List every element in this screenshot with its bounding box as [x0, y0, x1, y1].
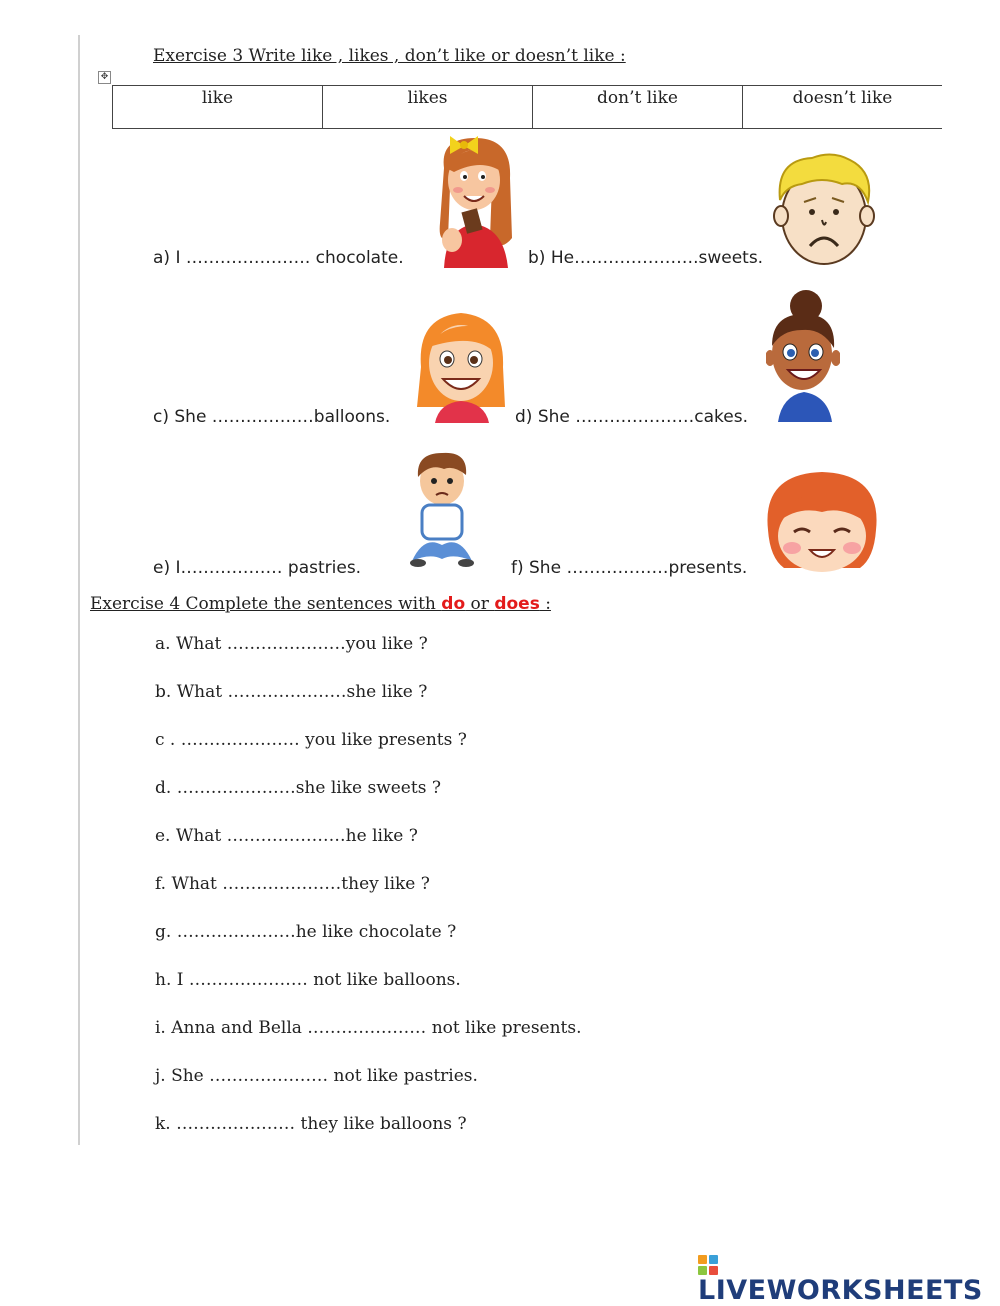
exercise4-title [90, 594, 551, 614]
exercise4-sentence-i: i. Anna and Bella ………………… not like presents. [155, 1018, 582, 1038]
exercise4-sentence-a: a. What …………………you like ? [155, 634, 428, 654]
exercise4-title-prefix: Exercise 4 Complete the sentences with [90, 594, 442, 614]
exercise4-sentence-k: k. ………………… they like balloons ? [155, 1114, 467, 1134]
logo-text: LIVEWORKSHEETS [698, 1274, 983, 1306]
sad-boy-illustration [772, 150, 876, 268]
word-or: or [465, 594, 495, 614]
girl-chocolate-illustration [430, 128, 520, 268]
exercise4-sentence-e: e. What …………………he like ? [155, 826, 418, 846]
exercise4-title-suffix: : [539, 594, 551, 614]
exercise3-sentence-f: f) She ………………presents. [511, 558, 748, 578]
word-bank-table [112, 85, 942, 129]
word-bank-cell: doesn’t like [743, 86, 943, 129]
word-do: do [441, 594, 466, 614]
margin-rule-bottom [78, 583, 80, 1145]
word-bank-cell: don’t like [533, 86, 743, 129]
exercise3-sentence-d: d) She …………………cakes. [515, 407, 748, 427]
smiling-girl-illustration [413, 307, 509, 423]
word-bank-cell: likes [323, 86, 533, 129]
happy-redhead-girl-illustration [762, 468, 882, 572]
table-move-handle-icon[interactable]: ✥ [98, 71, 111, 84]
margin-rule-top [78, 35, 80, 590]
exercise3-sentence-b: b) He………………….sweets. [528, 248, 764, 268]
exercise4-sentence-c: c . ………………… you like presents ? [155, 730, 467, 750]
liveworksheets-logo[interactable] [698, 1254, 1000, 1306]
exercise4-sentence-b: b. What …………………she like ? [155, 682, 428, 702]
exercise3-sentence-c: c) She ………………balloons. [153, 407, 391, 427]
girl-with-bun-illustration [766, 288, 840, 422]
sad-sitting-boy-illustration [404, 449, 480, 571]
word-bank-cell: like [113, 86, 323, 129]
exercise4-sentence-f: f. What …………………they like ? [155, 874, 430, 894]
exercise3-title: Exercise 3 Write like , likes , don’t like or doesn’t like : [153, 46, 626, 66]
exercise4-sentence-h: h. I ………………… not like balloons. [155, 970, 461, 990]
exercise4-sentence-g: g. …………………he like chocolate ? [155, 922, 457, 942]
word-does: does [494, 594, 540, 614]
exercise4-sentence-d: d. …………………she like sweets ? [155, 778, 441, 798]
exercise3-sentence-e: e) I……………… pastries. [153, 558, 362, 578]
exercise3-sentence-a: a) I …………………. chocolate. [153, 248, 404, 268]
exercise4-sentence-j: j. She ………………… not like pastries. [155, 1066, 478, 1086]
logo-mark-icon [698, 1255, 718, 1275]
